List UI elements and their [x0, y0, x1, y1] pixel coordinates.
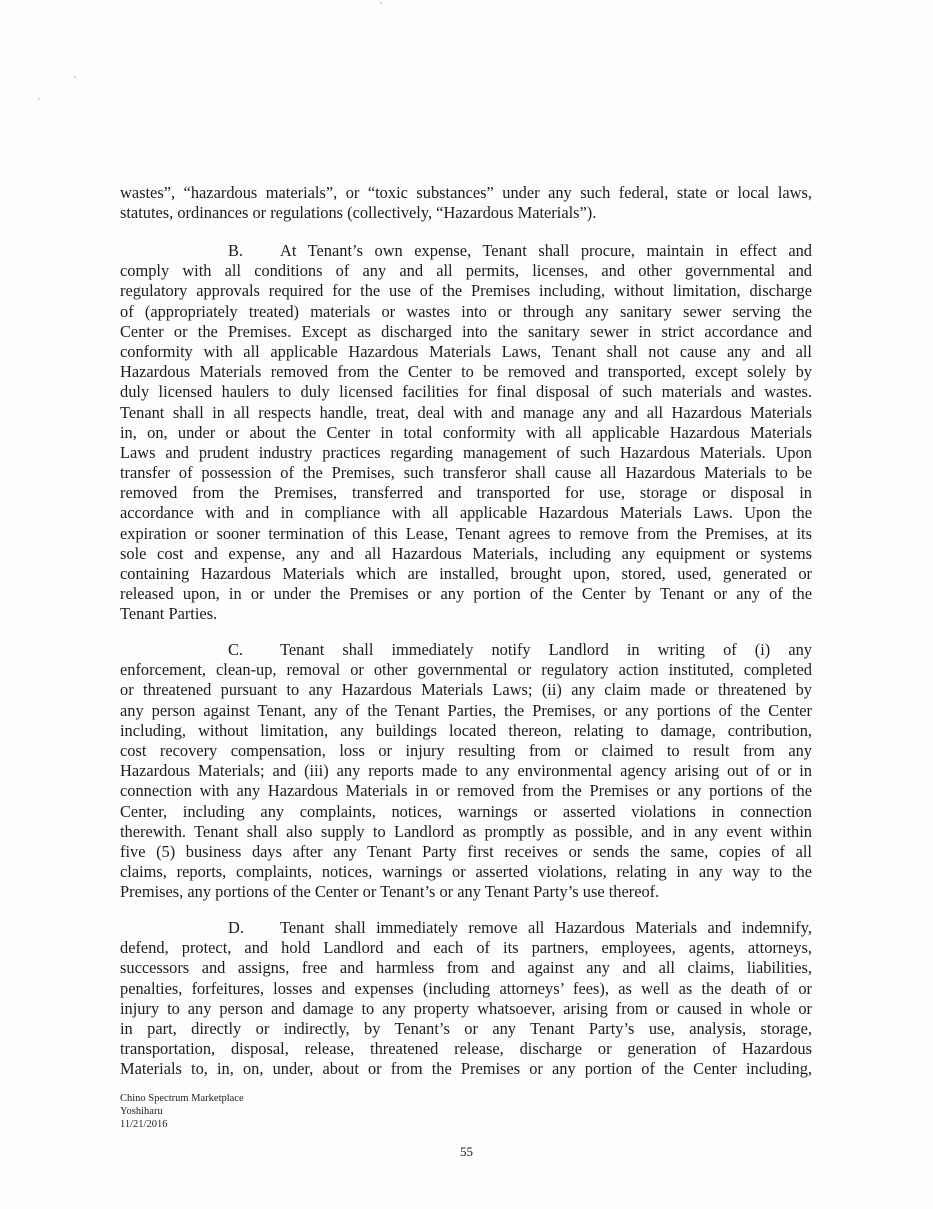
text-line: transfer of possession of the Premises, such transferor shall cause all Hazardous Materials to be	[120, 463, 812, 483]
text-run: Tenant shall immediately notify Landlord in writing of (i) any	[280, 640, 812, 659]
text-line: expiration or sooner termination of this Lease, Tenant agrees to remove from the Premises, at its	[120, 523, 812, 543]
text-line: statutes, ordinances or regulations (collectively, “Hazardous Materials”).	[120, 203, 597, 223]
text-line: Materials to, in, on, under, about or from the Premises or any portion of the Center including,	[120, 1059, 812, 1079]
section-d	[120, 918, 812, 1080]
section-label: C.	[228, 640, 244, 659]
text-line: penalties, forfeitures, losses and expenses (including attorneys’ fees), as well as the death of or	[120, 978, 812, 998]
text-line: including, without limitation, any buildings located thereon, relating to damage, contribution,	[120, 720, 812, 740]
scan-speck	[38, 98, 40, 100]
text-line: Laws and prudent industry practices regarding management of such Hazardous Materials. Upon	[120, 442, 812, 462]
text-line: released upon, in or under the Premises or any portion of the Center by Tenant or any of the	[120, 584, 812, 604]
text-line: accordance with and in compliance with all applicable Hazardous Materials Laws. Upon the	[120, 503, 812, 523]
section-label: B.	[228, 241, 244, 260]
text-run: Tenant shall immediately remove all Hazardous Materials and indemnify,	[280, 918, 812, 937]
text-line: Premises, any portions of the Center or Tenant’s or any Tenant Party’s use thereof.	[120, 882, 660, 902]
text-line: enforcement, clean-up, removal or other governmental or regulatory action instituted, completed	[120, 660, 812, 680]
text-line: therewith. Tenant shall also supply to Landlord as promptly as possible, and in any event within	[120, 821, 812, 841]
footer-tenant: Yoshiharu	[120, 1106, 163, 1117]
text-line: Hazardous Materials; and (iii) any reports made to any environmental agency arising out of or in	[120, 761, 812, 781]
text-line: five (5) business days after any Tenant Party first receives or sends the same, copies of all	[120, 841, 812, 861]
text-line: Tenant shall in all respects handle, treat, deal with and manage any and all Hazardous Materials	[120, 402, 812, 422]
section-first-line	[120, 640, 812, 660]
text-line: any person against Tenant, any of the Tenant Parties, the Premises, or any portions of the Center	[120, 700, 812, 720]
document-footer	[120, 1092, 244, 1131]
text-line: in, on, under or about the Center in total conformity with all applicable Hazardous Materials	[120, 422, 812, 442]
text-line: Tenant Parties.	[120, 604, 218, 624]
text-line: in part, directly or indirectly, by Tenant’s or any Tenant Party’s use, analysis, storage,	[120, 1018, 812, 1038]
section-b	[120, 241, 812, 625]
text-line: containing Hazardous Materials which are installed, brought upon, stored, used, generated or	[120, 564, 812, 583]
page-number: 55	[460, 1144, 473, 1159]
text-line: Center, including any complaints, notices, warnings or asserted violations in connection	[120, 801, 812, 821]
text-line: removed from the Premises, transferred and transported for use, storage or disposal in	[120, 483, 812, 503]
text-line: regulatory approvals required for the use of the Premises including, without limitation, discharge	[120, 281, 812, 301]
section-first-line	[120, 918, 812, 938]
text-line: successors and assigns, free and harmless from and against any and all claims, liabilities,	[120, 958, 812, 978]
section-first-line	[120, 241, 812, 261]
text-line: comply with all conditions of any and all permits, licenses, and other governmental and	[120, 261, 812, 281]
scan-speck	[380, 2, 382, 4]
text-line: wastes”, “hazardous materials”, or “toxic substances” under any such federal, state or local laws,	[120, 183, 812, 202]
continuation-paragraph	[120, 183, 812, 223]
text-line: sole cost and expense, any and all Hazardous Materials, including any equipment or systems	[120, 543, 812, 563]
text-line: injury to any person and damage to any property whatsoever, arising from or caused in whole or	[120, 998, 812, 1018]
scan-speck	[74, 76, 76, 78]
text-line: transportation, disposal, release, threatened release, discharge or generation of Hazardous	[120, 1039, 812, 1059]
footer-date: 11/21/2016	[120, 1119, 168, 1130]
text-line: defend, protect, and hold Landlord and each of its partners, employees, agents, attorneys,	[120, 938, 812, 958]
text-line: claims, reports, complaints, notices, warnings or asserted violations, relating in any way to the	[120, 862, 812, 882]
text-line: or threatened pursuant to any Hazardous Materials Laws; (ii) any claim made or threatened by	[120, 680, 812, 700]
text-run: At Tenant’s own expense, Tenant shall procure, maintain in effect and	[280, 241, 812, 260]
text-line: of (appropriately treated) materials or wastes into or through any sanitary sewer serving the	[120, 301, 812, 321]
footer-project: Chino Spectrum Marketplace	[120, 1093, 244, 1104]
text-line: cost recovery compensation, loss or injury resulting from or claimed to result from any	[120, 740, 812, 760]
text-line: duly licensed haulers to duly licensed facilities for final disposal of such materials and wastes.	[120, 382, 812, 402]
text-line: Center or the Premises. Except as discharged into the sanitary sewer in strict accordance and	[120, 321, 812, 341]
section-label: D.	[228, 918, 244, 937]
text-line: connection with any Hazardous Materials in or removed from the Premises or any portions of the	[120, 781, 812, 801]
section-c	[120, 640, 812, 902]
text-line: Hazardous Materials removed from the Center to be removed and transported, except solely by	[120, 362, 812, 382]
text-line: conformity with all applicable Hazardous Materials Laws, Tenant shall not cause any and all	[120, 341, 812, 361]
